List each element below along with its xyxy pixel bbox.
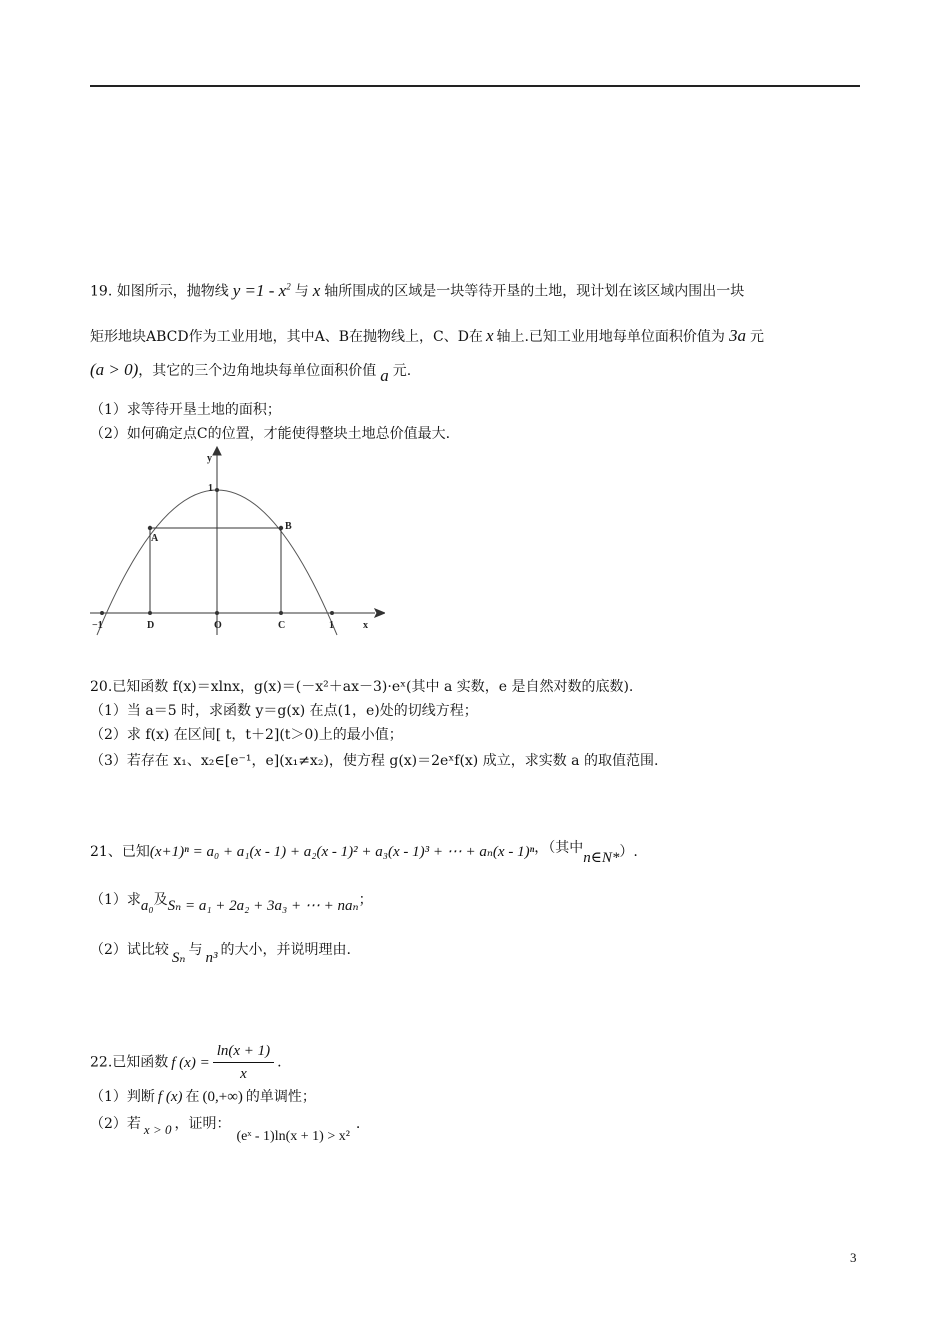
parabola-formula: $y =1 - x^2$ [232,280,291,300]
q22-fraction: $\frac{\ln(x + 1)}{x}$ [213,1040,274,1085]
point-A [148,526,152,530]
x-axis-arrow-icon [375,609,385,617]
q22-line1: 22.已知函数 f (x) = $\frac{\ln(x + 1)}{x}$ . [90,1040,282,1085]
q20-line1: 20.已知函数 f(x)＝xlnx，g(x)＝(－x²＋ax－3)·eˣ(其中 a 实数，e 是自然对数的底数). [90,679,634,695]
label-C: C [278,620,286,631]
label-O: O [214,620,222,631]
point-B [279,526,283,530]
label-pos1: 1 [329,620,334,631]
label-neg1: −1 [92,620,103,631]
q22-part2: （2）若 x > 0 ，证明：(eˣ - 1)ln(x + 1) > x². [90,1116,361,1144]
q19-line1: 19. 如图所示，抛物线 $y =1 - x^2$ 与 x 轴所围成的区域是一块等待开垦的土地，现计划在该区域内围出一块 [90,280,745,300]
q19-part2: （2）如何确定点C的位置，才能使得整块土地总价值最大. [90,426,451,442]
q19-line2: 矩形地块ABCD作为工业用地，其中A、B在抛物线上，C、D在 x 轴上.已知工业用地每单位面积价值为 3a 元 [90,326,764,345]
page-number: 3 [850,1250,857,1265]
parabola-figure [85,445,385,640]
q19-part1: （1）求等待开垦土地的面积； [90,402,281,418]
header-rule [90,85,860,87]
label-D: D [147,620,155,631]
label-one-y: 1 [208,483,213,494]
q21-part2: （2）试比较 Sₙ 与 n³ 的大小，并说明理由. [90,942,351,966]
point-C [279,611,283,615]
y-axis-arrow-icon [213,447,221,455]
label-x: x [363,620,368,631]
binomial-expansion: (x+1)ⁿ = a₀ + a₁(x - 1) + a₂(x - 1)² + a₃(x - 1)³ + ⋯ + aₙ(x - 1)ⁿ [149,844,535,860]
label-A: A [151,533,159,544]
q20-part1: （1）当 a＝5 时，求函数 y＝g(x) 在点(1，e)处的切线方程； [90,703,478,719]
label-B: B [285,521,292,532]
q19-line3: (a > 0)，其它的三个边角地块每单位面积价值 a 元. [90,360,412,385]
q21-part1: （1）求a₀及Sₙ = a₁ + 2a₂ + 3a₃ + ⋯ + naₙ； [90,892,373,914]
point-y1 [215,488,219,492]
q22-part1: （1）判断 f (x) 在 (0,+∞) 的单调性； [90,1089,316,1105]
point-pos1 [330,611,334,615]
label-y: y [207,453,212,464]
q20-part3: （3）若存在 x₁、x₂∈[e⁻¹，e](x₁≠x₂)，使方程 g(x)＝2eˣf(x) 成立，求实数 a 的取值范围. [90,753,659,769]
point-D [148,611,152,615]
point-O [215,611,219,615]
q21-line1: 21、已知(x+1)ⁿ = a₀ + a₁(x - 1) + a₂(x - 1)² + a₃(x - 1)³ + ⋯ + aₙ(x - 1)ⁿ，（其中n∈N*）. [90,840,638,866]
point-neg1 [100,611,104,615]
q20-part2: （2）求 f(x) 在区间[ t，t＋2](t＞0)上的最小值； [90,727,403,743]
